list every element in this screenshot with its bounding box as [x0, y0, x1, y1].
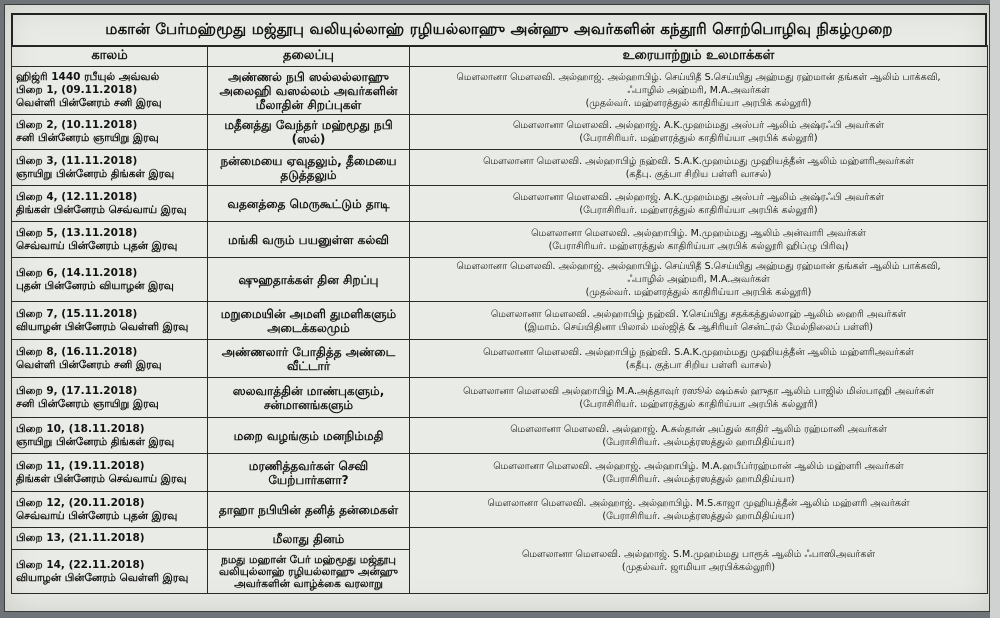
table-row: [12, 454, 988, 492]
topic-cell: வதனத்தை மெருகூட்டும் தாடி: [208, 186, 410, 222]
date-line: ஞாயிறு பின்னேரம் திங்கள் இரவு: [16, 435, 175, 448]
header-topic: தலைப்பு: [208, 46, 410, 67]
date-cell: [12, 528, 208, 550]
date-cell: [12, 150, 208, 186]
speaker-cell: [410, 492, 988, 528]
topic-cell: மறை வழங்கும் மனநிம்மதி: [208, 418, 410, 454]
date-line: பிறை 5, (13.11.2018): [16, 226, 138, 239]
table-row: [12, 378, 988, 418]
topic-cell: ஷுஹதாக்கள் தின சிறப்பு: [208, 258, 410, 302]
date-line: பிறை 8, (16.11.2018): [16, 345, 138, 358]
page-edge: [990, 0, 1000, 618]
speaker-affiliation: (பேராசிரியர். மஹ்ளரத்துல் காதிரிய்யா அரபிக் கல்லூரி ஹிப்ழு பிரிவு): [548, 240, 849, 252]
date-line: பிறை 7, (15.11.2018): [16, 307, 138, 320]
table-row: [12, 67, 988, 115]
speaker-affiliation: (முதல்வர். மஹ்ளரத்துல் காதிரிய்யா அரபிக் கல்லூரி): [585, 287, 812, 298]
schedule-sheet: [4, 4, 990, 612]
date-cell: [12, 115, 208, 150]
speaker-affiliation: (இமாம். செய்யிதினா பிலால் மஸ்ஜித் & ஆசிரியர் சென்ட்ரல் மேல்நிலைப் பள்ளி): [524, 321, 873, 333]
date-line: புதன் பின்னேரம் வியாழன் இரவு: [16, 279, 174, 292]
speaker-cell: [410, 150, 988, 186]
speaker-cell: [410, 302, 988, 340]
table-row: [12, 528, 988, 550]
date-cell: [12, 302, 208, 340]
speaker-affiliation: (முதல்வர். மஹ்ளரத்துல் காதிரிய்யா அரபிக் கல்லூரி): [585, 98, 812, 109]
date-cell: [12, 186, 208, 222]
table-row: [12, 115, 988, 150]
speaker-name: மௌலானா மௌலவி அல்ஹாபிழ் M.A.அத்தாவுர் ரஸூல் ஷம்சுல் ஹுதா ஆலிம் பாஜில் மிஸ்பாஹி அவர்கள்: [463, 385, 934, 397]
topic-cell: ஸலவாத்தின் மாண்புகளும், சன்மானங்களும்: [208, 378, 410, 418]
date-line: பிறை 12, (20.11.2018): [16, 496, 145, 509]
topic-cell: அண்ணலார் போதித்த அண்டை வீட்டார்: [208, 340, 410, 378]
speaker-cell: [410, 340, 988, 378]
date-cell: [12, 340, 208, 378]
date-line: பிறை 1, (09.11.2018): [16, 84, 138, 96]
speaker-name: மௌலானா மௌலவி. அல்ஹாஜ். அல்ஹாபிழ். M.A.ஹபீப்ர்ரஹ்மான் ஆலிம் மஹ்ளரி அவர்கள்: [493, 460, 904, 472]
date-line: திங்கள் பின்னேரம் செவ்வாய் இரவு: [16, 203, 187, 216]
speaker-cell: [410, 186, 988, 222]
speaker-name: மௌலானா மௌலவி. அல்ஹாஜ். A.K.முஹம்மது அஸ்பர் ஆலிம் அஷ்ரஃபி அவர்கள்: [512, 120, 884, 131]
speaker-name: மௌலானா மௌலவி. அல்ஹாபிழ். M.முஹம்மது ஆலிம் அன்வாரி அவர்கள்: [531, 227, 866, 239]
date-line: திங்கள் பின்னேரம் செவ்வாய் இரவு: [16, 472, 187, 485]
date-line: பிறை 6, (14.11.2018): [16, 266, 138, 279]
table-row: [12, 150, 988, 186]
date-line: சனி பின்னேரம் ஞாயிறு இரவு: [16, 397, 159, 410]
date-line: பிறை 9, (17.11.2018): [16, 384, 138, 397]
speaker-cell: [410, 67, 988, 115]
table-row: [12, 492, 988, 528]
speaker-name-cont: ஃபாழில் அஹ்மரி, M.A.அவர்கள்: [627, 85, 770, 96]
speaker-affiliation: (பேராசிரியர். மஹ்ளரத்துல் காதிரிய்யா அரபிக் கல்லூரி): [579, 133, 818, 144]
date-line: வெள்ளி பின்னேரம் சனி இரவு: [16, 358, 162, 371]
topic-cell: மங்கி வரும் பயனுள்ள கல்வி: [208, 222, 410, 258]
topic-cell: அண்ணல் நபி ஸல்லல்லாஹு அலைஹி வஸல்லம் அவர்களின் மீலாதின் சிறப்புகள்: [208, 67, 410, 115]
date-line: செவ்வாய் பின்னேரம் புதன் இரவு: [16, 239, 178, 252]
header-time: காலம்: [12, 46, 208, 67]
date-line: செவ்வாய் பின்னேரம் புதன் இரவு: [16, 509, 178, 522]
table-row: [12, 340, 988, 378]
speaker-affiliation: (கதீபு. குத்பா சிறிய பள்ளி வாசல்): [625, 359, 772, 371]
speaker-cell: [410, 418, 988, 454]
speaker-name: மௌலானா மௌலவி. அல்ஹாபிழ் நஹ்வி. Y.செய்யிது சதக்கத்துல்லாஹ் ஆலிம் ஹைரி அவர்கள்: [490, 308, 907, 320]
speaker-name: மௌலானா மௌலவி. அல்ஹாஜ். அல்ஹாபிழ். M.S.காஜா முஹியத்தீன் ஆலிம் மஹ்ளரி அவர்கள்: [487, 497, 910, 509]
date-line: பிறை 13, (21.11.2018): [16, 532, 145, 544]
speaker-cell: [410, 378, 988, 418]
table-row: [12, 302, 988, 340]
date-cell: [12, 67, 208, 115]
speaker-affiliation: (பேராசிரியர். அல்மத்ரஸத்துல் ஹாமிதிய்யா): [602, 510, 795, 522]
date-line: ஞாயிறு பின்னேரம் திங்கள் இரவு: [16, 167, 175, 180]
page-title: மகான் பேர்மஹ்மூது மஜ்தூபு வலியுல்லாஹ் ரழியல்லாஹு அன்ஹு அவர்களின் கந்தூரி சொற்பொழிவு நிகழ்முறை: [11, 13, 987, 47]
speaker-name: மௌலானா மௌலவி. அல்ஹாபிழ் நஹ்வி. S.A.K.முஹம்மது முஹியத்தீன் ஆலிம் மஹ்ளரிஅவர்கள்: [483, 346, 914, 358]
speaker-name-cont: ஃபாழில் அஹ்மரி, M.A.அவர்கள்: [627, 274, 770, 285]
date-line: பிறை 4, (12.11.2018): [16, 190, 138, 203]
speaker-cell: [410, 222, 988, 258]
speaker-cell: [410, 115, 988, 150]
topic-cell: மதீனத்து வேந்தர் மஹ்மூது நபி (ஸல்): [208, 115, 410, 150]
topic-cell: நன்மையை ஏவுதலும், தீமையை தடுத்தலும்: [208, 150, 410, 186]
table-row: [12, 222, 988, 258]
speaker-name: மௌலானா மௌலவி. அல்ஹாஜ். அல்ஹாபிழ். செய்யிதீ S.செய்யிது அஹ்மது ரஹ்மான் தங்கள் ஆலிம் பாக்கவி,: [456, 72, 941, 83]
speaker-affiliation: (பேராசிரியர். மஹ்ளரத்துல் காதிரிய்யா அரபிக் கல்லூரி): [579, 398, 818, 410]
date-line: பிறை 14, (22.11.2018): [16, 558, 145, 571]
topic-cell: மீலாது தினம்: [208, 528, 410, 550]
speaker-cell: [410, 258, 988, 302]
date-line: பிறை 10, (18.11.2018): [16, 422, 145, 435]
speaker-affiliation: (பேராசிரியர். அல்மத்ரஸத்துல் ஹாமிதிய்யா): [602, 436, 795, 448]
date-cell: [12, 418, 208, 454]
date-cell: [12, 222, 208, 258]
topic-cell: மரணித்தவர்கள் செவி யேற்பார்களா?: [208, 454, 410, 492]
date-line: வியாழன் பின்னேரம் வெள்ளி இரவு: [16, 320, 189, 333]
date-line: பிறை 3, (11.11.2018): [16, 154, 138, 167]
topic-cell: நமது மஹான் பேர் மஹ்மூது மஜ்தூபு வலியுல்லாஹ் ரழியல்லாஹு அன்ஹு அவர்களின் வாழ்க்கை வரலாறு: [208, 550, 410, 594]
speaker-affiliation: (முதல்வர். ஜாமியா அரபிக்கல்லூரி): [621, 561, 776, 573]
topic-cell: தாஹா நபியின் தனித் தன்மைகள்: [208, 492, 410, 528]
speaker-affiliation: (பேராசிரியர். மஹ்ளரத்துல் காதிரிய்யா அரபிக் கல்லூரி): [579, 204, 818, 216]
speaker-name: மௌலானா மௌலவி. அல்ஹாஜ். A.K.முஹம்மது அஸ்பர் ஆலிம் அஷ்ரஃபி அவர்கள்: [512, 191, 884, 203]
date-line: பிறை 2, (10.11.2018): [16, 119, 138, 131]
date-line: பிறை 11, (19.11.2018): [16, 459, 145, 472]
header-speaker: உரையாற்றும் உலமாக்கள்: [410, 46, 988, 67]
speaker-cell: [410, 528, 988, 594]
schedule-table: [11, 45, 988, 594]
date-cell: [12, 492, 208, 528]
date-line: சனி பின்னேரம் ஞாயிறு இரவு: [16, 132, 159, 144]
table-row: [12, 186, 988, 222]
table-header-row: [12, 46, 988, 67]
table-row: [12, 418, 988, 454]
date-cell: [12, 258, 208, 302]
speaker-name: மௌலானா மௌலவி. அல்ஹாஜ். S.M.முஹம்மது பாரூக் ஆலிம் ஃபாஸிஅவர்கள்: [521, 548, 876, 560]
date-cell: [12, 378, 208, 418]
speaker-name: மௌலானா மௌலவி. அல்ஹாஜ். A.சுல்தான் அப்துல் காதிர் ஆலிம் ரஹ்மானி அவர்கள்: [510, 423, 887, 435]
speaker-affiliation: (கதீபு. குத்பா சிறிய பள்ளி வாசல்): [625, 168, 772, 180]
speaker-name: மௌலானா மௌலவி. அல்ஹாபிழ் நஹ்வி. S.A.K.முஹம்மது முஹியத்தீன் ஆலிம் மஹ்ளரிஅவர்கள்: [483, 155, 914, 167]
speaker-cell: [410, 454, 988, 492]
date-line: வியாழன் பின்னேரம் வெள்ளி இரவு: [16, 571, 189, 584]
table-row: [12, 258, 988, 302]
date-line: ஹிஜ்ரி 1440 ரபீயுல் அவ்வல்: [16, 71, 160, 83]
date-line: வெள்ளி பின்னேரம் சனி இரவு: [16, 97, 162, 109]
date-cell: [12, 550, 208, 594]
date-cell: [12, 454, 208, 492]
speaker-affiliation: (பேராசிரியர். அல்மத்ரஸத்துல் ஹாமிதிய்யா): [602, 473, 795, 485]
speaker-name: மௌலானா மௌலவி. அல்ஹாஜ். அல்ஹாபிழ். செய்யிதீ S.செய்யிது அஹ்மது ரஹ்மான் தங்கள் ஆலிம் பாக்கவி,: [456, 261, 941, 272]
topic-cell: மறுமையின் அமளி துமளிகளும் அடைக்கலமும்: [208, 302, 410, 340]
